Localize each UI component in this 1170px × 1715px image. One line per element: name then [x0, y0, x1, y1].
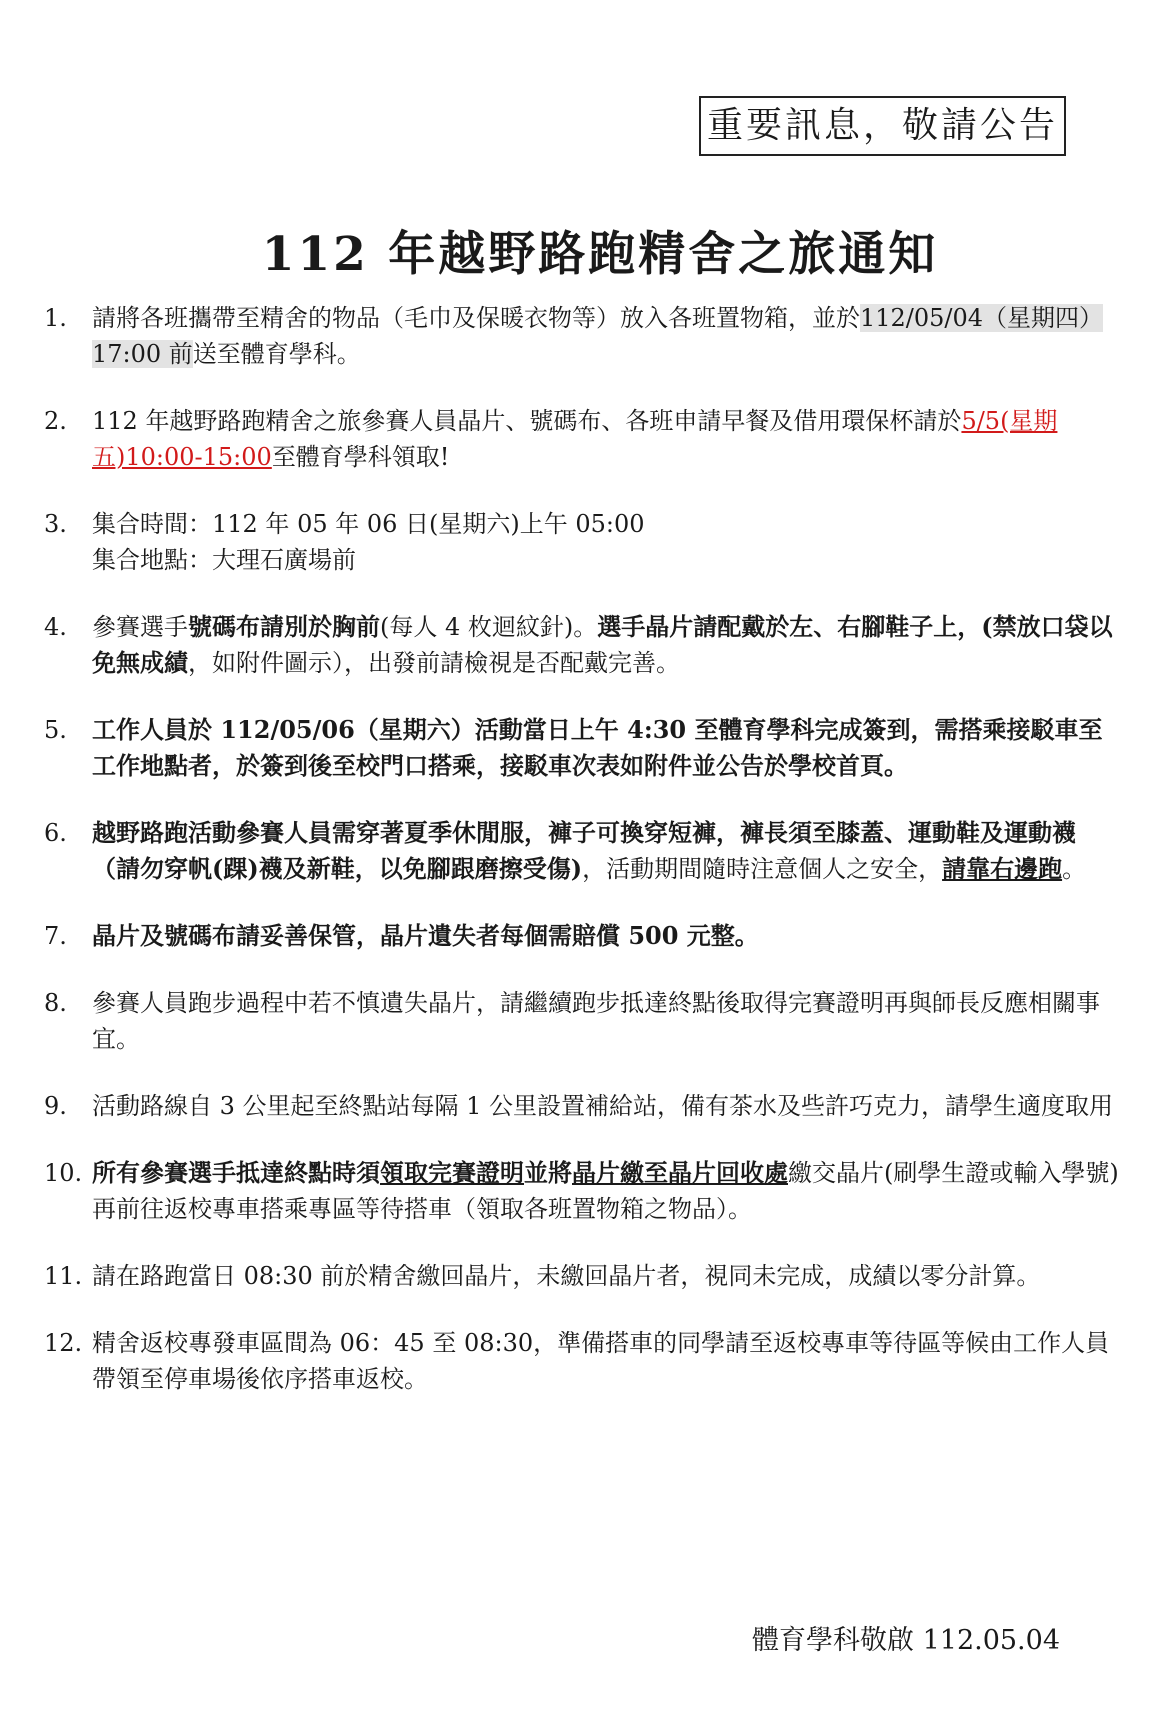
- item-bold-text: 晶片及號碼布請妥善保管，晶片遺失者每個需賠償 500 元整。: [92, 921, 759, 950]
- list-item-2: [40, 403, 1120, 475]
- item-number: 1.: [44, 304, 67, 332]
- item-number: 6.: [44, 819, 67, 847]
- item-text: 112 年越野路跑精舍之旅參賽人員晶片、號碼布、各班申請早餐及借用環保杯請於: [92, 407, 962, 435]
- item-number: 5.: [44, 716, 67, 744]
- item-number: 9.: [44, 1092, 67, 1120]
- item-text: 至體育學科領取!: [271, 443, 450, 471]
- list-item-6: [40, 815, 1120, 887]
- assembly-time: 集合時間：112 年 05 年 06 日(星期六)上午 05:00: [92, 510, 645, 538]
- list-item-12: [40, 1325, 1120, 1397]
- item-bold-text: 並將: [524, 1158, 572, 1187]
- page-title: 112 年越野路跑精舍之旅通知: [261, 227, 939, 283]
- item-bold-text: 所有參賽選手抵達終點時須: [92, 1158, 380, 1187]
- item-number: 3.: [44, 510, 67, 538]
- item-text: 活動路線自 3 公里起至終點站每隔 1 公里設置補給站，備有茶水及些許巧克力，請學生適度取用: [92, 1092, 1114, 1120]
- keep-right-highlight: 請靠右邊跑: [942, 854, 1063, 883]
- item-text: 參賽選手: [92, 613, 188, 641]
- item-text: 精舍返校專發車區間為 06：45 至 08:30，準備搭車的同學請至返校專車等待區等候由工作人員帶領至停車場後依序搭車返校。: [92, 1329, 1110, 1393]
- item-text: ，如附件圖示），出發前請檢視是否配戴完善。: [188, 649, 680, 677]
- list-item-3: [40, 506, 1120, 578]
- item-text: 送至體育學科。: [192, 340, 361, 368]
- item-text: 請將各班攜帶至精舍的物品（毛巾及保暖衣物等）放入各班置物箱，並於: [92, 304, 860, 332]
- item-bold-text: 越野路跑活動參賽人員需穿著夏季休閒服，褲子可換穿短褲，褲長須至膝蓋、運動鞋及運動襪（請勿穿帆(踝)襪及新鞋，以免腳跟磨擦受傷): [92, 818, 1076, 883]
- item-text: 請在路跑當日 08:30 前於精舍繳回晶片，未繳回晶片者，視同未完成，成績以零分計算。: [92, 1262, 1041, 1290]
- item-number: 4.: [44, 613, 67, 641]
- certificate-highlight: 領取完賽證明: [380, 1158, 524, 1187]
- list-item-8: [40, 985, 1120, 1057]
- signature: 體育學科敬啟 112.05.04: [752, 1625, 1060, 1656]
- notice-list: [40, 300, 1120, 1397]
- item-number: 11.: [44, 1262, 83, 1290]
- important-notice-label: 重要訊息，敬請公告: [699, 96, 1066, 156]
- item-number: 8.: [44, 989, 67, 1017]
- item-text: 。: [1062, 855, 1087, 883]
- item-text: (每人 4 枚迴紋針)。: [380, 613, 598, 641]
- item-number: 10.: [44, 1159, 83, 1187]
- list-item-5: [40, 712, 1120, 784]
- list-item-7: [40, 918, 1120, 954]
- list-item-9: [40, 1088, 1120, 1124]
- item-bold-text: 號碼布請別於胸前: [188, 612, 380, 641]
- list-item-4: [40, 609, 1120, 681]
- item-bold-text: 選手晶片請配戴於左、右腳鞋子上，(禁放口袋以免無成績: [92, 612, 1113, 677]
- list-item-1: [40, 300, 1120, 372]
- item-number: 2.: [44, 407, 67, 435]
- item-number: 12.: [44, 1329, 83, 1357]
- item-text: 繳交晶片(刷學生證或輸入學號)再前往返校專車搭乘專區等待搭車（領取各班置物箱之物品）。: [92, 1159, 1119, 1223]
- item-number: 7.: [44, 922, 67, 950]
- assembly-place: 集合地點：大理石廣場前: [92, 546, 356, 574]
- deadline-highlight: 112/05/04（星期四）17:00 前: [92, 304, 1104, 368]
- item-bold-text: 工作人員於 112/05/06（星期六）活動當日上午 4:30 至體育學科完成簽到，需搭乘接駁車至工作地點者，於簽到後至校門口搭乘，接駁車次表如附件並公告於學校首頁。: [92, 715, 1103, 780]
- list-item-10: [40, 1155, 1120, 1227]
- list-item-11: [40, 1258, 1120, 1294]
- chip-return-highlight: 晶片繳至晶片回收處: [572, 1158, 788, 1187]
- item-text: 參賽人員跑步過程中若不慎遺失晶片，請繼續跑步抵達終點後取得完賽證明再與師長反應相關事宜。: [92, 989, 1100, 1053]
- pickup-time-highlight: 5/5(星期五)10:00-15:00: [92, 407, 1058, 471]
- item-text: ，活動期間隨時注意個人之安全，: [582, 855, 943, 883]
